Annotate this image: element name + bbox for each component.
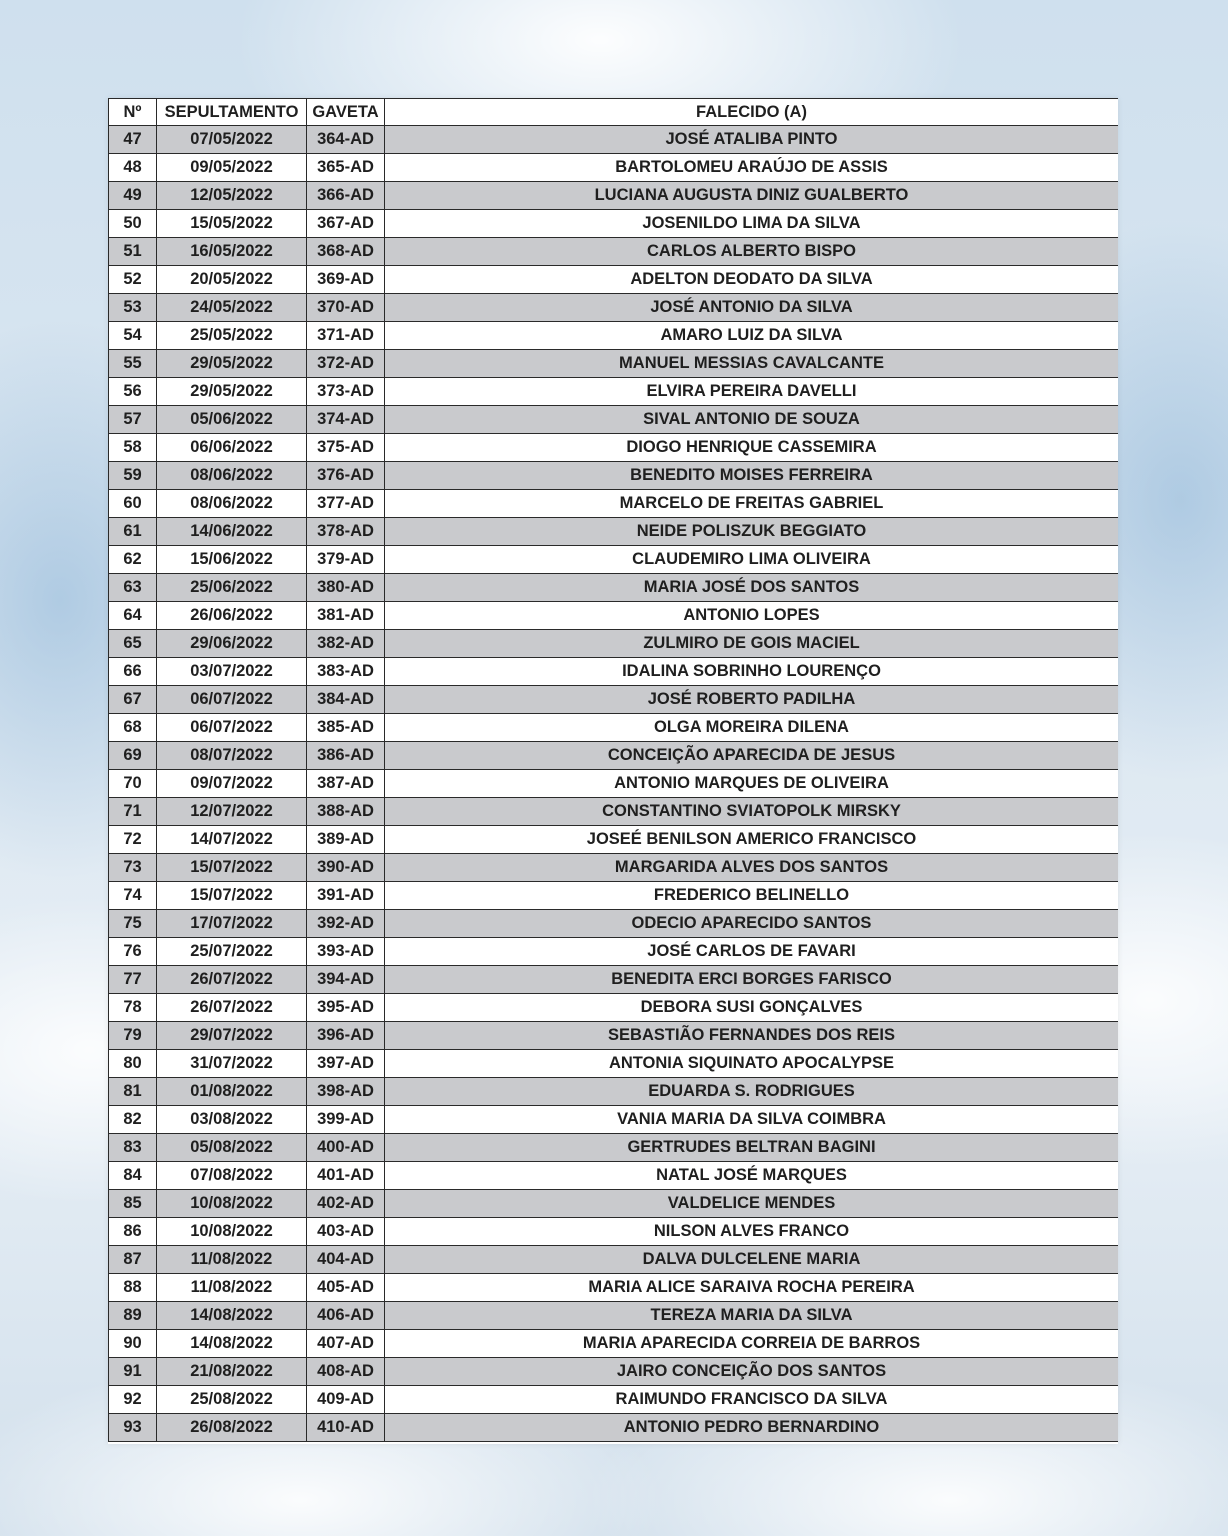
cell-number: 89 [109,1302,157,1330]
table-row [109,210,1119,238]
cell-burial-date: 10/08/2022 [157,1190,307,1218]
table-row [109,686,1119,714]
cell-deceased-name: FREDERICO BELINELLO [385,882,1119,910]
table-row [109,630,1119,658]
cell-number: 75 [109,910,157,938]
cell-burial-date: 12/07/2022 [157,798,307,826]
table-row [109,1162,1119,1190]
cell-drawer: 390-AD [307,854,385,882]
table-row [109,714,1119,742]
table-row [109,1414,1119,1442]
cell-burial-date: 06/07/2022 [157,714,307,742]
cell-burial-date: 01/08/2022 [157,1078,307,1106]
cell-number: 74 [109,882,157,910]
table-row [109,294,1119,322]
cell-burial-date: 26/07/2022 [157,994,307,1022]
cell-burial-date: 09/05/2022 [157,154,307,182]
table-row [109,518,1119,546]
cell-deceased-name: JOSENILDO LIMA DA SILVA [385,210,1119,238]
cell-burial-date: 15/06/2022 [157,546,307,574]
header-number: Nº [109,99,157,126]
cell-drawer: 380-AD [307,574,385,602]
table-row [109,182,1119,210]
cell-burial-date: 26/08/2022 [157,1414,307,1442]
cell-deceased-name: LUCIANA AUGUSTA DINIZ GUALBERTO [385,182,1119,210]
cell-burial-date: 11/08/2022 [157,1274,307,1302]
table-row [109,1218,1119,1246]
burial-roster-sheet [108,98,1118,1444]
table-row [109,1274,1119,1302]
cell-number: 56 [109,378,157,406]
cell-number: 51 [109,238,157,266]
cell-deceased-name: VANIA MARIA DA SILVA COIMBRA [385,1106,1119,1134]
cell-deceased-name: JOSÉ ATALIBA PINTO [385,126,1119,154]
table-row [109,1302,1119,1330]
cell-deceased-name: TEREZA MARIA DA SILVA [385,1302,1119,1330]
cell-burial-date: 26/06/2022 [157,602,307,630]
cell-deceased-name: JOSÉ CARLOS DE FAVARI [385,938,1119,966]
cell-drawer: 374-AD [307,406,385,434]
table-row [109,434,1119,462]
cell-drawer: 407-AD [307,1330,385,1358]
cell-number: 67 [109,686,157,714]
cell-number: 90 [109,1330,157,1358]
cell-number: 68 [109,714,157,742]
cell-number: 60 [109,490,157,518]
table-row [109,126,1119,154]
cell-burial-date: 05/08/2022 [157,1134,307,1162]
cell-deceased-name: ANTONIO LOPES [385,602,1119,630]
header-burial-date: SEPULTAMENTO [157,99,307,126]
cell-burial-date: 03/08/2022 [157,1106,307,1134]
cell-deceased-name: SEBASTIÃO FERNANDES DOS REIS [385,1022,1119,1050]
cell-drawer: 392-AD [307,910,385,938]
cell-deceased-name: JOSÉ ROBERTO PADILHA [385,686,1119,714]
cell-deceased-name: MANUEL MESSIAS CAVALCANTE [385,350,1119,378]
cell-number: 92 [109,1386,157,1414]
cell-drawer: 393-AD [307,938,385,966]
cell-burial-date: 29/05/2022 [157,350,307,378]
cell-deceased-name: ADELTON DEODATO DA SILVA [385,266,1119,294]
cell-deceased-name: DEBORA SUSI GONÇALVES [385,994,1119,1022]
cell-number: 58 [109,434,157,462]
header-drawer: GAVETA [307,99,385,126]
cell-number: 66 [109,658,157,686]
cell-burial-date: 14/08/2022 [157,1330,307,1358]
cell-number: 47 [109,126,157,154]
cell-deceased-name: MARIA APARECIDA CORREIA DE BARROS [385,1330,1119,1358]
table-row [109,966,1119,994]
cell-deceased-name: BARTOLOMEU ARAÚJO DE ASSIS [385,154,1119,182]
cell-burial-date: 06/06/2022 [157,434,307,462]
cell-number: 79 [109,1022,157,1050]
cell-burial-date: 15/07/2022 [157,882,307,910]
cell-deceased-name: IDALINA SOBRINHO LOURENÇO [385,658,1119,686]
cell-number: 81 [109,1078,157,1106]
cell-drawer: 403-AD [307,1218,385,1246]
cell-number: 71 [109,798,157,826]
cell-burial-date: 14/06/2022 [157,518,307,546]
cell-deceased-name: NILSON ALVES FRANCO [385,1218,1119,1246]
table-row [109,798,1119,826]
cell-deceased-name: SIVAL ANTONIO DE SOUZA [385,406,1119,434]
cell-deceased-name: VALDELICE MENDES [385,1190,1119,1218]
cell-drawer: 408-AD [307,1358,385,1386]
table-row [109,378,1119,406]
cell-drawer: 378-AD [307,518,385,546]
cell-burial-date: 15/07/2022 [157,854,307,882]
table-row [109,490,1119,518]
table-row [109,994,1119,1022]
cell-burial-date: 29/07/2022 [157,1022,307,1050]
table-row [109,1106,1119,1134]
cell-deceased-name: MARGARIDA ALVES DOS SANTOS [385,854,1119,882]
cell-drawer: 394-AD [307,966,385,994]
cell-burial-date: 25/05/2022 [157,322,307,350]
cell-deceased-name: ODECIO APARECIDO SANTOS [385,910,1119,938]
cell-burial-date: 08/06/2022 [157,462,307,490]
cell-deceased-name: CARLOS ALBERTO BISPO [385,238,1119,266]
table-row [109,1386,1119,1414]
cell-number: 91 [109,1358,157,1386]
cell-deceased-name: MARIA JOSÉ DOS SANTOS [385,574,1119,602]
cell-deceased-name: GERTRUDES BELTRAN BAGINI [385,1134,1119,1162]
cell-drawer: 368-AD [307,238,385,266]
cell-drawer: 395-AD [307,994,385,1022]
table-row [109,882,1119,910]
table-row [109,1022,1119,1050]
cell-deceased-name: ANTONIA SIQUINATO APOCALYPSE [385,1050,1119,1078]
cell-deceased-name: ANTONIO PEDRO BERNARDINO [385,1414,1119,1442]
table-row [109,1330,1119,1358]
cell-burial-date: 10/08/2022 [157,1218,307,1246]
cell-burial-date: 21/08/2022 [157,1358,307,1386]
cell-deceased-name: CLAUDEMIRO LIMA OLIVEIRA [385,546,1119,574]
cell-drawer: 410-AD [307,1414,385,1442]
cell-drawer: 384-AD [307,686,385,714]
table-row [109,658,1119,686]
header-row [109,99,1119,126]
table-header [109,99,1119,126]
cell-number: 59 [109,462,157,490]
cell-drawer: 402-AD [307,1190,385,1218]
table-row [109,322,1119,350]
cell-burial-date: 09/07/2022 [157,770,307,798]
header-deceased: FALECIDO (A) [385,99,1119,126]
cell-deceased-name: ANTONIO MARQUES DE OLIVEIRA [385,770,1119,798]
cell-deceased-name: MARCELO DE FREITAS GABRIEL [385,490,1119,518]
cell-drawer: 381-AD [307,602,385,630]
cell-burial-date: 08/06/2022 [157,490,307,518]
cell-burial-date: 06/07/2022 [157,686,307,714]
table-row [109,770,1119,798]
cell-drawer: 366-AD [307,182,385,210]
cell-deceased-name: JOSEÉ BENILSON AMERICO FRANCISCO [385,826,1119,854]
cell-deceased-name: JOSÉ ANTONIO DA SILVA [385,294,1119,322]
cell-drawer: 387-AD [307,770,385,798]
cell-drawer: 397-AD [307,1050,385,1078]
cell-drawer: 391-AD [307,882,385,910]
cell-burial-date: 16/05/2022 [157,238,307,266]
cell-drawer: 377-AD [307,490,385,518]
cell-number: 49 [109,182,157,210]
cell-burial-date: 07/08/2022 [157,1162,307,1190]
cell-drawer: 399-AD [307,1106,385,1134]
cell-number: 76 [109,938,157,966]
cell-number: 64 [109,602,157,630]
cell-number: 85 [109,1190,157,1218]
cell-number: 72 [109,826,157,854]
cell-number: 70 [109,770,157,798]
cell-deceased-name: ZULMIRO DE GOIS MACIEL [385,630,1119,658]
cell-number: 54 [109,322,157,350]
cell-drawer: 385-AD [307,714,385,742]
cell-burial-date: 29/05/2022 [157,378,307,406]
cell-number: 53 [109,294,157,322]
cell-number: 63 [109,574,157,602]
cell-drawer: 405-AD [307,1274,385,1302]
cell-burial-date: 14/08/2022 [157,1302,307,1330]
table-row [109,602,1119,630]
cell-burial-date: 25/07/2022 [157,938,307,966]
cell-drawer: 364-AD [307,126,385,154]
table-row [109,910,1119,938]
cell-deceased-name: RAIMUNDO FRANCISCO DA SILVA [385,1386,1119,1414]
table-row [109,1050,1119,1078]
cell-number: 69 [109,742,157,770]
table-row [109,266,1119,294]
table-row [109,238,1119,266]
cell-number: 50 [109,210,157,238]
cell-deceased-name: EDUARDA S. RODRIGUES [385,1078,1119,1106]
cell-deceased-name: ELVIRA PEREIRA DAVELLI [385,378,1119,406]
cell-number: 61 [109,518,157,546]
table-row [109,938,1119,966]
cell-drawer: 379-AD [307,546,385,574]
cell-deceased-name: JAIRO CONCEIÇÃO DOS SANTOS [385,1358,1119,1386]
table-row [109,406,1119,434]
cell-number: 93 [109,1414,157,1442]
table-row [109,1246,1119,1274]
table-row [109,574,1119,602]
cell-burial-date: 25/08/2022 [157,1386,307,1414]
cell-number: 65 [109,630,157,658]
cell-burial-date: 05/06/2022 [157,406,307,434]
burial-roster-table [108,98,1118,1442]
cell-drawer: 401-AD [307,1162,385,1190]
cell-drawer: 365-AD [307,154,385,182]
cell-deceased-name: DIOGO HENRIQUE CASSEMIRA [385,434,1119,462]
cell-drawer: 389-AD [307,826,385,854]
table-row [109,1358,1119,1386]
cell-number: 86 [109,1218,157,1246]
table-row [109,854,1119,882]
cell-number: 62 [109,546,157,574]
cell-drawer: 370-AD [307,294,385,322]
cell-burial-date: 12/05/2022 [157,182,307,210]
cell-number: 82 [109,1106,157,1134]
cell-drawer: 398-AD [307,1078,385,1106]
cell-drawer: 400-AD [307,1134,385,1162]
cell-drawer: 369-AD [307,266,385,294]
cell-burial-date: 25/06/2022 [157,574,307,602]
cell-drawer: 386-AD [307,742,385,770]
cell-drawer: 371-AD [307,322,385,350]
cell-burial-date: 08/07/2022 [157,742,307,770]
table-row [109,1078,1119,1106]
cell-deceased-name: OLGA MOREIRA DILENA [385,714,1119,742]
cell-deceased-name: CONCEIÇÃO APARECIDA DE JESUS [385,742,1119,770]
cell-drawer: 406-AD [307,1302,385,1330]
cell-number: 55 [109,350,157,378]
cell-burial-date: 24/05/2022 [157,294,307,322]
cell-number: 52 [109,266,157,294]
table-body [109,126,1119,1442]
cell-drawer: 382-AD [307,630,385,658]
cell-burial-date: 31/07/2022 [157,1050,307,1078]
cell-burial-date: 14/07/2022 [157,826,307,854]
cell-burial-date: 17/07/2022 [157,910,307,938]
cell-drawer: 373-AD [307,378,385,406]
cell-number: 57 [109,406,157,434]
cell-deceased-name: CONSTANTINO SVIATOPOLK MIRSKY [385,798,1119,826]
cell-number: 83 [109,1134,157,1162]
cell-drawer: 375-AD [307,434,385,462]
table-row [109,742,1119,770]
table-row [109,1190,1119,1218]
cell-drawer: 376-AD [307,462,385,490]
cell-burial-date: 29/06/2022 [157,630,307,658]
cell-deceased-name: NATAL JOSÉ MARQUES [385,1162,1119,1190]
cell-burial-date: 26/07/2022 [157,966,307,994]
cell-drawer: 383-AD [307,658,385,686]
cell-burial-date: 20/05/2022 [157,266,307,294]
cell-number: 87 [109,1246,157,1274]
cell-deceased-name: AMARO LUIZ DA SILVA [385,322,1119,350]
cell-drawer: 409-AD [307,1386,385,1414]
cell-number: 80 [109,1050,157,1078]
cell-drawer: 372-AD [307,350,385,378]
cell-number: 84 [109,1162,157,1190]
cell-number: 88 [109,1274,157,1302]
table-row [109,154,1119,182]
table-row [109,826,1119,854]
cell-deceased-name: MARIA ALICE SARAIVA ROCHA PEREIRA [385,1274,1119,1302]
cell-burial-date: 03/07/2022 [157,658,307,686]
cell-drawer: 396-AD [307,1022,385,1050]
cell-deceased-name: BENEDITO MOISES FERREIRA [385,462,1119,490]
cell-number: 77 [109,966,157,994]
table-row [109,462,1119,490]
cell-drawer: 388-AD [307,798,385,826]
cell-drawer: 404-AD [307,1246,385,1274]
cell-number: 73 [109,854,157,882]
cell-deceased-name: BENEDITA ERCI BORGES FARISCO [385,966,1119,994]
cell-number: 78 [109,994,157,1022]
cell-drawer: 367-AD [307,210,385,238]
cell-burial-date: 15/05/2022 [157,210,307,238]
cell-burial-date: 07/05/2022 [157,126,307,154]
table-row [109,1134,1119,1162]
cell-deceased-name: NEIDE POLISZUK BEGGIATO [385,518,1119,546]
table-row [109,546,1119,574]
cell-burial-date: 11/08/2022 [157,1246,307,1274]
table-row [109,350,1119,378]
cell-number: 48 [109,154,157,182]
cell-deceased-name: DALVA DULCELENE MARIA [385,1246,1119,1274]
